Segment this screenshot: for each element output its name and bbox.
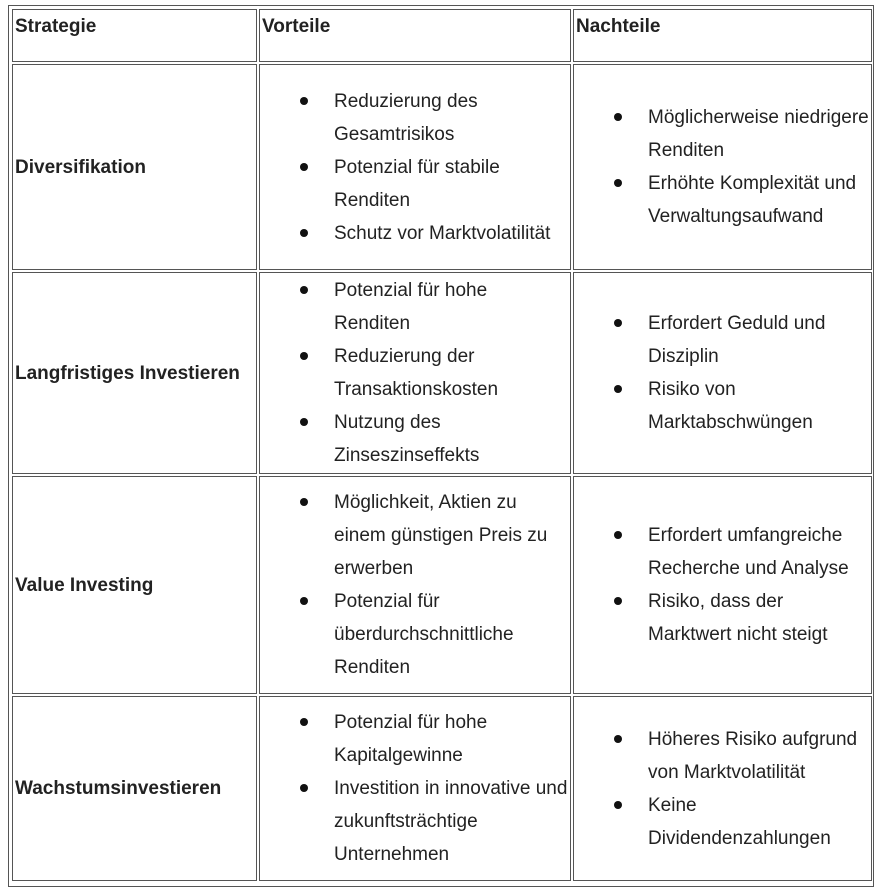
list-item: Investition in innovative und zukunftsträchtige Unternehmen — [300, 772, 568, 871]
disadvantages-cell — [573, 476, 872, 694]
disadvantages-cell — [573, 272, 872, 474]
list-item: Erhöhte Komplexität und Verwaltungsaufwand — [614, 167, 869, 233]
disadvantages-list — [576, 723, 869, 855]
list-item: Erfordert umfangreiche Recherche und Analyse — [614, 519, 869, 585]
strategy-cell: Diversifikation — [12, 64, 257, 270]
disadvantages-list — [576, 101, 869, 233]
list-item: Nutzung des Zinseszinseffekts — [300, 406, 568, 472]
list-item: Risiko von Marktabschwüngen — [614, 373, 869, 439]
list-item: Möglicherweise niedrigere Renditen — [614, 101, 869, 167]
disadvantages-list — [576, 519, 869, 651]
advantages-cell — [259, 272, 571, 474]
advantages-cell — [259, 696, 571, 881]
table-row — [12, 64, 872, 270]
advantages-list — [262, 274, 568, 472]
strategy-cell: Value Investing — [12, 476, 257, 694]
header-strategy: Strategie — [12, 9, 257, 62]
list-item: Möglichkeit, Aktien zu einem günstigen Preis zu erwerben — [300, 486, 568, 585]
disadvantages-cell — [573, 696, 872, 881]
list-item: Erfordert Geduld und Disziplin — [614, 307, 869, 373]
list-item: Risiko, dass der Marktwert nicht steigt — [614, 585, 869, 651]
table-row — [12, 272, 872, 474]
list-item: Reduzierung des Gesamtrisikos — [300, 85, 568, 151]
advantages-list — [262, 486, 568, 684]
advantages-list — [262, 85, 568, 250]
list-item: Potenzial für überdurchschnittliche Renditen — [300, 585, 568, 684]
advantages-cell — [259, 64, 571, 270]
advantages-cell — [259, 476, 571, 694]
strategy-cell: Langfristiges Investieren — [12, 272, 257, 474]
advantages-list — [262, 706, 568, 871]
disadvantages-list — [576, 307, 869, 439]
table-row — [12, 476, 872, 694]
strategy-cell: Wachstumsinvestieren — [12, 696, 257, 881]
list-item: Höheres Risiko aufgrund von Marktvolatilität — [614, 723, 869, 789]
table-header-row — [12, 9, 872, 62]
strategy-comparison-table — [10, 7, 874, 883]
list-item: Potenzial für hohe Renditen — [300, 274, 568, 340]
list-item: Keine Dividendenzahlungen — [614, 789, 869, 855]
table-row — [12, 696, 872, 881]
header-disadvantages: Nachteile — [573, 9, 872, 62]
list-item: Potenzial für hohe Kapitalgewinne — [300, 706, 568, 772]
list-item: Schutz vor Marktvolatilität — [300, 217, 568, 250]
disadvantages-cell — [573, 64, 872, 270]
header-advantages: Vorteile — [259, 9, 571, 62]
list-item: Reduzierung der Transaktionskosten — [300, 340, 568, 406]
list-item: Potenzial für stabile Renditen — [300, 151, 568, 217]
